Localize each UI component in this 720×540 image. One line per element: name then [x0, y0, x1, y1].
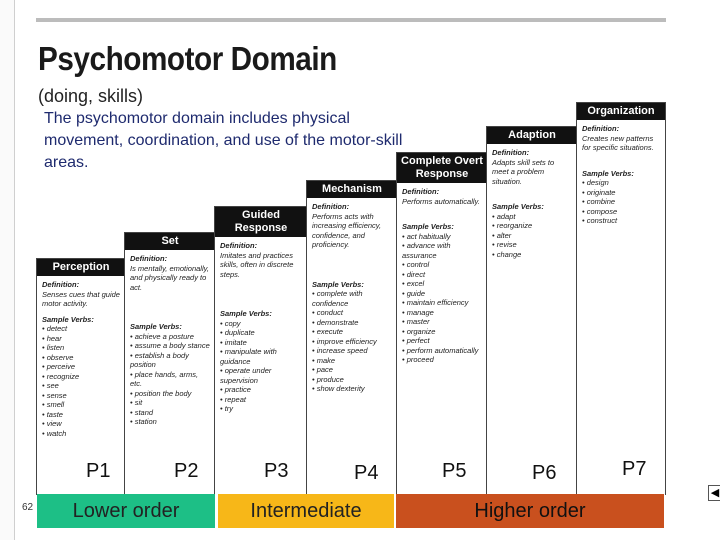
definition-text: Senses cues that guide motor activity. — [42, 289, 120, 308]
verb-item: • see — [42, 381, 59, 390]
level-label-p5: P5 — [442, 460, 467, 482]
definition-label: Definition: — [220, 241, 258, 250]
verb-item: • recognize — [42, 371, 80, 381]
column-set — [124, 232, 216, 495]
column-guided-response — [214, 206, 308, 495]
verb-item: • achieve a posture — [130, 331, 194, 341]
verb-item: • operate under supervision — [220, 366, 272, 385]
level-label-p3: P3 — [264, 460, 289, 482]
column-header: Perception — [37, 259, 125, 276]
verb-item: • manage — [402, 307, 434, 317]
top-frame-bar — [36, 18, 666, 22]
band-intermediate: Intermediate — [218, 494, 394, 528]
verb-item: • change — [492, 249, 522, 259]
verb-item: • maintain efficiency — [402, 298, 469, 307]
column-perception — [36, 258, 126, 495]
column-mechanism — [306, 180, 398, 495]
verb-item: • revise — [492, 240, 517, 249]
verb-item: • imitate — [220, 337, 247, 347]
verb-item: • excel — [402, 279, 425, 288]
verbs-label: Sample Verbs: — [402, 222, 454, 231]
page-title: Psychomotor Domain — [38, 40, 337, 77]
verbs-label: Sample Verbs: — [42, 314, 94, 324]
verb-item: • organize — [402, 326, 436, 336]
verb-item: • taste — [42, 409, 63, 419]
verb-item: • try — [220, 404, 234, 413]
definition-label: Definition: — [582, 124, 620, 133]
verb-item: • direct — [402, 269, 426, 279]
verb-item: • sense — [42, 390, 67, 400]
verb-item: • proceed — [402, 355, 434, 364]
verbs-label: Sample Verbs: — [492, 202, 544, 211]
page-number: 62 — [22, 502, 34, 513]
band-lower-order: Lower order — [37, 494, 215, 528]
left-frame-edge — [0, 0, 15, 540]
verb-item: • act habitually — [402, 231, 451, 241]
verb-item: • practice — [220, 385, 251, 394]
verb-item: • pace — [312, 365, 333, 374]
verb-item: • watch — [42, 428, 67, 438]
level-label-p7: P7 — [622, 458, 647, 480]
verbs-label: Sample Verbs: — [312, 279, 364, 289]
definition-label: Definition: — [130, 254, 168, 263]
verb-item: • stand — [130, 407, 154, 417]
verbs-label: Sample Verbs: — [130, 322, 182, 331]
page-subtitle: (doing, skills) — [38, 86, 144, 106]
verb-item: • duplicate — [220, 328, 255, 337]
column-complete-overt-response — [396, 152, 488, 495]
verb-item: • station — [130, 417, 157, 426]
verb-item: • position the body — [130, 388, 192, 398]
verb-item: • establish a body position — [130, 350, 189, 369]
verb-item: • adapt — [492, 211, 516, 221]
verb-item: • conduct — [312, 308, 343, 317]
verb-item: • observe — [42, 352, 74, 362]
verb-item: • construct — [582, 216, 618, 225]
verb-item: • originate — [582, 187, 616, 197]
verb-item: • assume a body stance — [130, 341, 210, 350]
verb-item: • master — [402, 317, 430, 326]
verb-item: • execute — [312, 327, 343, 336]
verbs-label: Sample Verbs: — [582, 168, 634, 178]
level-label-p4: P4 — [354, 462, 379, 484]
verb-item: • design — [582, 178, 609, 187]
verbs-label: Sample Verbs: — [220, 309, 272, 318]
definition-text: Is mentally, emotionally, and physically ready to act. — [130, 263, 209, 292]
definition-label: Definition: — [402, 187, 440, 196]
verb-item: • demonstrate — [312, 317, 359, 327]
definition-text: Performs acts with increasing efficiency, confidence, and proficiency. — [312, 211, 382, 249]
verb-item: • hear — [42, 333, 62, 343]
verb-item: • manipulate with guidance — [220, 347, 277, 366]
band-higher-order: Higher order — [396, 494, 664, 528]
column-header: Set — [125, 233, 215, 250]
verb-item: • produce — [312, 374, 344, 384]
verb-item: • place hands, arms, etc. — [130, 369, 199, 388]
verb-item: • compose — [582, 206, 618, 216]
column-header: Organization — [577, 103, 665, 120]
level-label-p6: P6 — [532, 462, 557, 484]
verb-item: • copy — [220, 318, 241, 328]
definition-text: Adapts skill sets to meet a problem situation. — [492, 157, 555, 186]
verb-item: • repeat — [220, 394, 246, 404]
verb-item: • control — [402, 260, 430, 269]
column-header: Mechanism — [307, 181, 397, 198]
column-header: Complete Overt Response — [397, 153, 487, 183]
level-label-p2: P2 — [174, 460, 199, 482]
verb-item: • alter — [492, 230, 512, 240]
verb-item: • improve efficiency — [312, 336, 377, 346]
verb-item: • increase speed — [312, 346, 368, 355]
verb-item: • perceive — [42, 362, 76, 371]
definition-label: Definition: — [492, 148, 530, 157]
verb-item: • show dexterity — [312, 384, 365, 393]
verb-item: • view — [42, 419, 62, 428]
column-header: Adaption — [487, 127, 577, 144]
verb-item: • advance with assurance — [402, 241, 451, 260]
column-organization — [576, 102, 666, 495]
intro-text: The psychomotor domain includes physical movement, coordination, and use of the motor-skill areas. — [44, 110, 403, 171]
definition-text: Imitates and practices skills, often in discrete steps. — [220, 250, 294, 279]
column-header: Guided Response — [215, 207, 307, 237]
verb-item: • smell — [42, 400, 65, 409]
verb-item: • detect — [42, 324, 68, 333]
verb-item: • sit — [130, 398, 143, 407]
verb-item: • combine — [582, 197, 616, 206]
previous-slide-button[interactable]: ◀ — [708, 485, 720, 501]
verb-item: • reorganize — [492, 221, 533, 230]
verb-item: • listen — [42, 343, 65, 352]
verb-item: • complete with confidence — [312, 289, 363, 308]
definition-text: Creates new patterns for specific situations. — [582, 133, 654, 152]
verb-item: • guide — [402, 288, 426, 298]
definition-label: Definition: — [42, 280, 80, 289]
column-adaption — [486, 126, 578, 495]
definition-text: Performs automatically. — [402, 196, 480, 206]
verb-item: • make — [312, 355, 336, 365]
definition-label: Definition: — [312, 202, 350, 211]
verb-item: • perfect — [402, 336, 430, 345]
verb-item: • perform automatically — [402, 345, 479, 355]
level-label-p1: P1 — [86, 460, 111, 482]
